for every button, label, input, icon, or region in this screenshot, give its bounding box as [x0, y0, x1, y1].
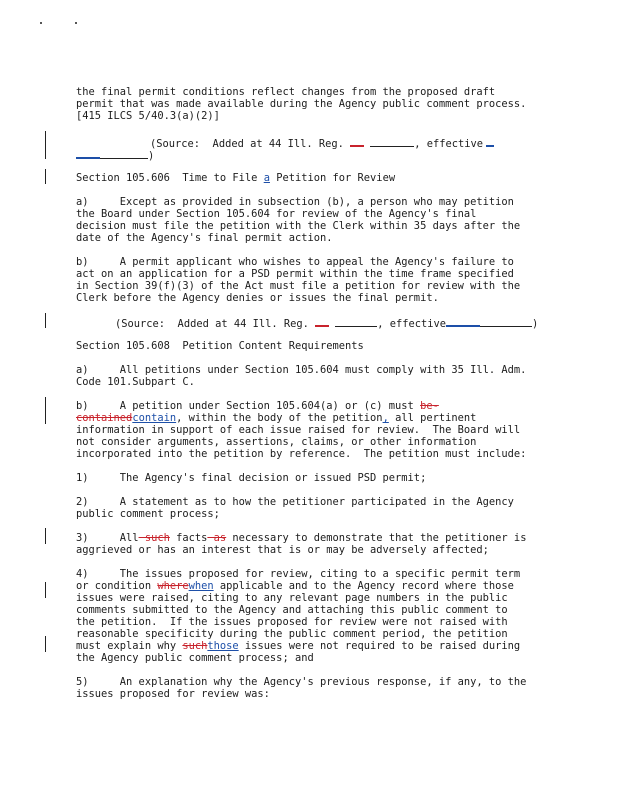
scan-speck [40, 22, 42, 24]
source-note [150, 136, 494, 150]
change-bar [45, 131, 46, 159]
inserted-text: , [382, 412, 389, 424]
blank-line [480, 317, 532, 327]
list-item: 4) The issues proposed for review, citing to a specific permit term [76, 568, 521, 580]
list-item [76, 532, 526, 544]
source-note-text: , effective [414, 138, 484, 150]
scan-speck [75, 22, 77, 24]
inserted-blank [446, 316, 480, 327]
paragraph-line: not consider arguments, assertions, claims, or other information [76, 436, 477, 448]
list-item-cont: issues were raised, citing to any relevant page numbers in the public [76, 592, 508, 604]
inserted-blank [486, 136, 494, 147]
paragraph-line: decision must file the petition with the Clerk within 35 days after the [76, 220, 521, 232]
blank-line [335, 317, 377, 327]
list-item-cont: issues proposed for review was: [76, 688, 270, 700]
source-note-text: (Source: Added at 44 Ill. Reg. [115, 318, 309, 330]
inserted-text: when [188, 580, 214, 592]
paragraph-line: a) Except as provided in subsection (b), a person who may petition [76, 196, 514, 208]
paragraph-line: b) A permit applicant who wishes to appeal the Agency's failure to [76, 256, 514, 268]
text-run: necessary to demonstrate that the petitioner is [226, 532, 527, 544]
inserted-blank [315, 316, 329, 327]
list-item: 2) A statement as to how the petitioner participated in the Agency [76, 496, 514, 508]
list-item-cont [76, 580, 514, 592]
text-run: must explain why [76, 640, 183, 652]
paragraph-line: act on an application for a PSD permit within the time frame specified [76, 268, 514, 280]
paragraph-line: b) A petition under Section 105.604(a) or (c) must be- [76, 400, 439, 412]
blank-line [100, 149, 148, 159]
paragraph-line [76, 412, 476, 424]
list-item-cont [76, 640, 520, 652]
source-note: (Source: Added at 44 Ill. Reg. , effective ) [115, 318, 539, 330]
paragraph-line: date of the Agency's final permit action. [76, 232, 333, 244]
change-bar [45, 582, 46, 598]
section-heading-text: Petition for Review [276, 172, 396, 184]
text-run: issues were not required to be raised during [238, 640, 521, 652]
deleted-text: be [420, 400, 433, 412]
list-item: 5) An explanation why the Agency's previous response, if any, to the [76, 676, 527, 688]
change-bar [45, 313, 46, 328]
section-heading-text: Section 105.606 Time to File [76, 172, 258, 184]
deleted-text: where [157, 580, 189, 592]
change-bar [45, 636, 46, 652]
list-item-cont: aggrieved or has an interest that is or may be adversely affected; [76, 544, 489, 556]
text-run: 3) All [76, 532, 139, 544]
text-run: facts [169, 532, 208, 544]
change-bar [45, 397, 46, 424]
list-item-cont: comments submitted to the Agency and attaching this public comment to [76, 604, 508, 616]
inserted-blank [76, 148, 100, 159]
paragraph-line: in Section 39(f)(3) of the Act must file a petition for review with the [76, 280, 521, 292]
deleted-text: such [138, 532, 170, 544]
deleted-text: such [182, 640, 208, 652]
list-item-cont: the Agency public comment process; and [76, 652, 314, 664]
change-bar [45, 169, 46, 184]
paragraph-line: a) All petitions under Section 105.604 must comply with 35 Ill. Adm. [76, 364, 527, 376]
change-bar [45, 528, 46, 544]
section-heading [76, 172, 395, 184]
text-run: b) A petition under Section 105.604(a) or (c) must [76, 400, 414, 412]
list-item-cont: reasonable specificity during the public comment period, the petition [76, 628, 508, 640]
paragraph-line: [415 ILCS 5/40.3(a)(2)] [76, 110, 220, 122]
text-run: all pertinent [388, 412, 477, 424]
source-note-text: , effective [377, 318, 447, 330]
paragraph-line: the Board under Section 105.604 for review of the Agency's final [76, 208, 477, 220]
paragraph-line: incorporated into the petition by reference. The petition must include: [76, 448, 527, 460]
deleted-text: as [207, 532, 227, 544]
inserted-blank [350, 136, 364, 147]
list-item-cont: the petition. If the issues proposed for review were not raised with [76, 616, 508, 628]
text-run: applicable and to the Agency record where those [213, 580, 514, 592]
source-note-cont: ) [76, 148, 154, 162]
paragraph-line: Code 101.Subpart C. [76, 376, 195, 388]
list-item: 1) The Agency's final decision or issued PSD permit; [76, 472, 427, 484]
blank-line [370, 137, 414, 147]
paragraph-line: information in support of each issue raised for review. The Board will [76, 424, 521, 436]
text-run: , within the body of the petition [176, 412, 383, 424]
paragraph-line: permit that was made available during the Agency public comment process. [76, 98, 527, 110]
inserted-text: a [263, 172, 270, 184]
section-heading: Section 105.608 Petition Content Requirements [76, 340, 364, 352]
deleted-text: contained [76, 412, 133, 424]
paragraph-line: the final permit conditions reflect changes from the proposed draft [76, 86, 496, 98]
paragraph-line: Clerk before the Agency denies or issues the final permit. [76, 292, 439, 304]
inserted-text: contain [132, 412, 177, 424]
list-item-cont: public comment process; [76, 508, 220, 520]
text-run: or condition [76, 580, 158, 592]
inserted-text: those [207, 640, 239, 652]
source-note-text: (Source: Added at 44 Ill. Reg. [150, 138, 344, 150]
